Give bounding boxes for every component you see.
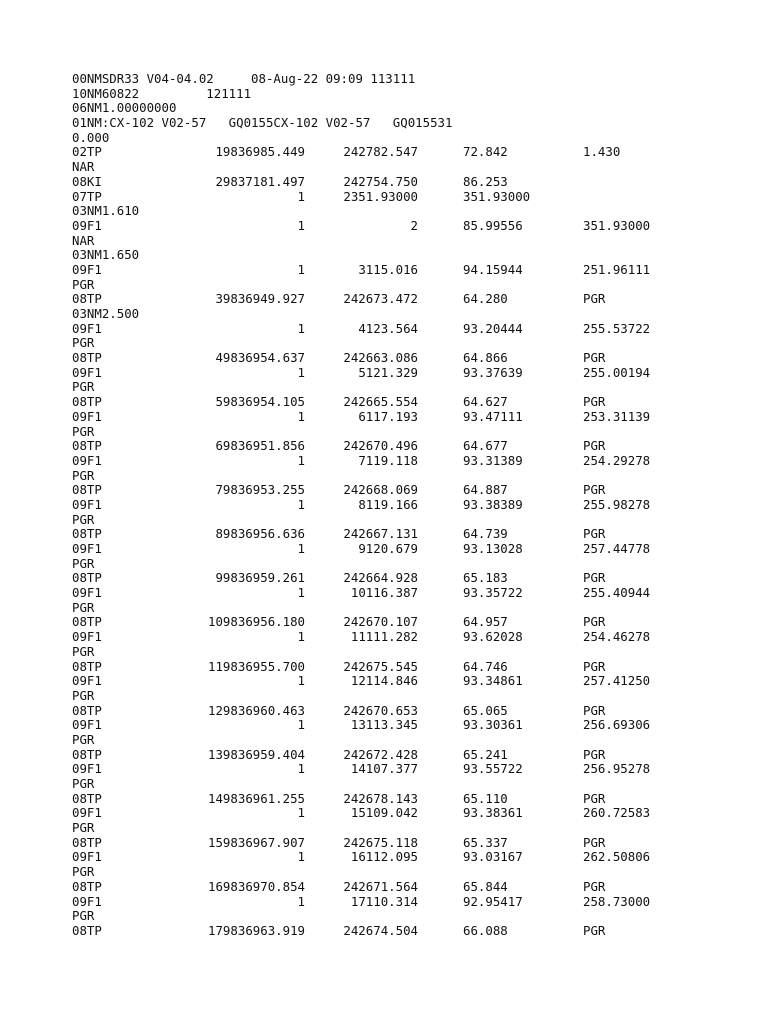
record-field-3: 64.866 (463, 350, 508, 366)
record-code: 08TP (72, 570, 102, 586)
header-line: 00NMSDR33 V04-04.02 08-Aug-22 09:09 113111 (72, 71, 416, 86)
record-field-1: 39836949.927 (215, 291, 305, 307)
record-field-2: 17110.314 (350, 893, 418, 909)
record-field-3: 85.99556 (463, 217, 523, 233)
record-row (72, 278, 672, 293)
record-row (72, 850, 672, 865)
record-field-3: 351.93000 (463, 188, 531, 204)
record-code: PGR (72, 467, 95, 483)
record-field-4: 260.72583 (583, 805, 651, 821)
record-code: 09F1 (72, 629, 102, 645)
record-field-3: 72.842 (463, 144, 508, 160)
record-row (72, 322, 672, 337)
record-code: NAR (72, 159, 95, 175)
record-field-3: 93.31389 (463, 452, 523, 468)
record-code: 08TP (72, 614, 102, 630)
record-row (72, 865, 672, 880)
record-field-2: 242678.143 (343, 790, 418, 806)
record-row (72, 425, 672, 440)
survey-data-document (72, 72, 672, 939)
record-row (72, 909, 672, 924)
record-row (72, 307, 672, 322)
record-field-1: 149836961.255 (208, 790, 305, 806)
record-field-4: PGR (583, 291, 606, 307)
record-field-1: 1 (297, 717, 305, 733)
record-field-3: 93.35722 (463, 585, 523, 601)
record-row (72, 762, 672, 777)
record-field-2: 242670.496 (343, 438, 418, 454)
record-code: 08TP (72, 438, 102, 454)
record-code: 09F1 (72, 452, 102, 468)
record-field-1: 169836970.854 (208, 878, 305, 894)
record-field-1: 59836954.105 (215, 394, 305, 410)
record-field-1: 49836954.637 (215, 350, 305, 366)
record-row (72, 630, 672, 645)
record-field-3: 64.627 (463, 394, 508, 410)
record-row (72, 733, 672, 748)
header-line: 06NM1.00000000 (72, 100, 177, 116)
record-row (72, 366, 672, 381)
record-field-3: 66.088 (463, 922, 508, 938)
record-field-2: 7119.118 (358, 452, 418, 468)
record-field-3: 64.746 (463, 658, 508, 674)
record-row (72, 292, 672, 307)
record-field-3: 93.38361 (463, 805, 523, 821)
record-field-4: 253.31139 (583, 408, 651, 424)
record-code: 09F1 (72, 805, 102, 821)
record-row (72, 483, 672, 498)
record-field-3: 93.20444 (463, 320, 523, 336)
record-field-2: 242754.750 (343, 173, 418, 189)
record-field-1: 1 (297, 541, 305, 556)
record-field-4: PGR (583, 878, 606, 894)
record-code: PGR (72, 555, 95, 571)
record-row (72, 880, 672, 895)
record-field-1: 69836951.856 (215, 438, 305, 454)
record-field-2: 14107.377 (350, 761, 418, 777)
record-field-3: 65.183 (463, 570, 508, 586)
record-code: PGR (72, 731, 95, 747)
record-field-3: 93.62028 (463, 629, 523, 645)
record-code: PGR (72, 776, 95, 791)
survey-records (72, 145, 672, 938)
record-field-4: 257.41250 (583, 673, 651, 689)
record-field-1: 1 (297, 805, 305, 821)
record-field-2: 2351.93000 (343, 188, 418, 204)
record-field-1: 1 (297, 364, 305, 380)
record-field-4: PGR (583, 394, 606, 410)
record-code: 09F1 (72, 217, 102, 233)
record-field-4: 255.98278 (583, 496, 651, 512)
record-row (72, 601, 672, 616)
record-code: 09F1 (72, 364, 102, 380)
record-code: 03NM1.650 (72, 247, 140, 263)
record-field-2: 242673.472 (343, 291, 418, 307)
record-field-1: 29837181.497 (215, 173, 305, 189)
record-field-2: 9120.679 (358, 541, 418, 556)
record-row (72, 895, 672, 910)
record-field-4: 258.73000 (583, 893, 651, 909)
record-field-1: 99836959.261 (215, 570, 305, 586)
record-code: 09F1 (72, 761, 102, 777)
record-row (72, 571, 672, 586)
record-field-2: 11111.282 (350, 629, 418, 645)
record-row (72, 498, 672, 513)
record-field-2: 242674.504 (343, 922, 418, 938)
record-code: PGR (72, 379, 95, 395)
record-code: 08TP (72, 482, 102, 498)
record-field-3: 64.887 (463, 482, 508, 498)
record-row (72, 924, 672, 939)
record-field-4: 257.44778 (583, 541, 651, 556)
record-field-2: 15109.042 (350, 805, 418, 821)
record-code: PGR (72, 820, 95, 836)
record-code: 08TP (72, 702, 102, 718)
record-field-3: 93.13028 (463, 541, 523, 556)
record-code: 09F1 (72, 585, 102, 601)
record-code: PGR (72, 276, 95, 292)
record-field-3: 92.95417 (463, 893, 523, 909)
record-field-1: 79836953.255 (215, 482, 305, 498)
record-field-3: 93.03167 (463, 849, 523, 865)
record-code: PGR (72, 908, 95, 924)
record-field-4: 256.69306 (583, 717, 651, 733)
record-row (72, 777, 672, 792)
record-code: PGR (72, 599, 95, 615)
record-field-1: 1 (297, 761, 305, 777)
record-field-4: PGR (583, 482, 606, 498)
record-field-2: 16112.095 (350, 849, 418, 865)
record-code: 09F1 (72, 496, 102, 512)
record-field-2: 13113.345 (350, 717, 418, 733)
record-code: 09F1 (72, 673, 102, 689)
record-row (72, 248, 672, 263)
record-field-2: 242672.428 (343, 746, 418, 762)
record-field-2: 242663.086 (343, 350, 418, 366)
record-field-1: 19836985.449 (215, 144, 305, 160)
record-field-1: 1 (297, 893, 305, 909)
record-field-4: PGR (583, 790, 606, 806)
record-row (72, 513, 672, 528)
record-field-3: 86.253 (463, 173, 508, 189)
record-field-1: 129836960.463 (208, 702, 305, 718)
record-row (72, 469, 672, 484)
record-code: 08KI (72, 173, 102, 189)
record-code: 08TP (72, 526, 102, 542)
record-code: 03NM2.500 (72, 306, 140, 321)
record-field-2: 242667.131 (343, 526, 418, 542)
record-field-1: 1 (297, 188, 305, 204)
record-row (72, 660, 672, 675)
record-field-1: 1 (297, 673, 305, 689)
record-code: 09F1 (72, 849, 102, 865)
record-field-3: 93.47111 (463, 408, 523, 424)
record-field-2: 242675.545 (343, 658, 418, 674)
record-row (72, 263, 672, 278)
record-code: 09F1 (72, 408, 102, 424)
record-field-3: 65.065 (463, 702, 508, 718)
record-row (72, 748, 672, 763)
record-field-4: PGR (583, 438, 606, 454)
record-field-4: 262.50806 (583, 849, 651, 865)
header-line: 0.000 (72, 129, 110, 145)
record-code: 08TP (72, 350, 102, 366)
record-row (72, 557, 672, 572)
record-field-4: 255.00194 (583, 364, 651, 380)
record-field-3: 94.15944 (463, 261, 523, 277)
header-line: 01NM:CX-102 V02-57 GQ0155CX-102 V02-57 GQ015531 (72, 115, 453, 131)
record-code: PGR (72, 423, 95, 439)
record-field-2: 242668.069 (343, 482, 418, 498)
record-code: PGR (72, 687, 95, 703)
record-code: PGR (72, 511, 95, 527)
record-field-2: 242664.928 (343, 570, 418, 586)
record-code: 08TP (72, 658, 102, 674)
record-field-4: 254.46278 (583, 629, 651, 645)
record-field-1: 1 (297, 217, 305, 233)
record-field-3: 64.957 (463, 614, 508, 630)
record-field-3: 65.110 (463, 790, 508, 806)
record-field-2: 2 (410, 217, 418, 233)
record-row (72, 160, 672, 175)
record-code: 09F1 (72, 541, 102, 556)
record-field-1: 1 (297, 452, 305, 468)
record-field-3: 93.38389 (463, 496, 523, 512)
record-code: 07TP (72, 188, 102, 204)
record-row (72, 395, 672, 410)
record-row (72, 219, 672, 234)
record-field-4: PGR (583, 350, 606, 366)
record-field-3: 93.55722 (463, 761, 523, 777)
record-field-4: 251.96111 (583, 261, 651, 277)
record-row (72, 689, 672, 704)
record-code: 08TP (72, 291, 102, 307)
record-field-1: 1 (297, 320, 305, 336)
record-field-1: 1 (297, 849, 305, 865)
record-field-1: 1 (297, 585, 305, 601)
record-code: 09F1 (72, 717, 102, 733)
record-field-4: 255.40944 (583, 585, 651, 601)
record-code: 08TP (72, 878, 102, 894)
record-field-2: 8119.166 (358, 496, 418, 512)
record-field-4: 254.29278 (583, 452, 651, 468)
record-field-4: 255.53722 (583, 320, 651, 336)
record-field-4: PGR (583, 746, 606, 762)
record-row (72, 380, 672, 395)
record-field-2: 242782.547 (343, 144, 418, 160)
record-field-3: 64.677 (463, 438, 508, 454)
record-row (72, 439, 672, 454)
record-field-3: 93.30361 (463, 717, 523, 733)
record-row (72, 792, 672, 807)
record-code: 08TP (72, 394, 102, 410)
record-field-3: 64.280 (463, 291, 508, 307)
record-row (72, 336, 672, 351)
record-code: 08TP (72, 834, 102, 850)
record-field-4: 1.430 (583, 144, 621, 160)
record-row (72, 351, 672, 366)
record-code: 09F1 (72, 893, 102, 909)
record-row (72, 821, 672, 836)
record-field-1: 119836955.700 (208, 658, 305, 674)
header-line: 10NM60822 121111 (72, 85, 252, 101)
record-code: 08TP (72, 746, 102, 762)
record-field-1: 89836956.636 (215, 526, 305, 542)
record-field-2: 3115.016 (358, 261, 418, 277)
record-field-2: 242671.564 (343, 878, 418, 894)
record-field-1: 1 (297, 408, 305, 424)
record-code: 09F1 (72, 320, 102, 336)
record-code: 09F1 (72, 261, 102, 277)
record-field-4: 351.93000 (583, 217, 651, 233)
record-field-3: 93.34861 (463, 673, 523, 689)
record-field-1: 1 (297, 261, 305, 277)
record-row (72, 836, 672, 851)
record-field-1: 139836959.404 (208, 746, 305, 762)
record-field-1: 1 (297, 629, 305, 645)
record-field-4: PGR (583, 570, 606, 586)
record-field-2: 12114.846 (350, 673, 418, 689)
file-header (72, 72, 672, 145)
record-field-4: PGR (583, 834, 606, 850)
record-row (72, 454, 672, 469)
record-code: PGR (72, 864, 95, 880)
record-row (72, 645, 672, 660)
record-row (72, 527, 672, 542)
record-row (72, 234, 672, 249)
record-code: 08TP (72, 922, 102, 938)
record-field-4: PGR (583, 526, 606, 542)
record-code: 03NM1.610 (72, 203, 140, 219)
record-field-4: PGR (583, 614, 606, 630)
record-field-4: PGR (583, 702, 606, 718)
record-row (72, 586, 672, 601)
record-field-2: 242675.118 (343, 834, 418, 850)
record-row (72, 674, 672, 689)
record-field-1: 109836956.180 (208, 614, 305, 630)
record-field-2: 10116.387 (350, 585, 418, 601)
record-row (72, 145, 672, 160)
record-row (72, 190, 672, 205)
record-field-1: 179836963.919 (208, 922, 305, 938)
record-field-3: 64.739 (463, 526, 508, 542)
record-field-2: 4123.564 (358, 320, 418, 336)
record-code: 02TP (72, 144, 102, 160)
record-row (72, 704, 672, 719)
record-row (72, 806, 672, 821)
record-field-1: 1 (297, 496, 305, 512)
record-field-1: 159836967.907 (208, 834, 305, 850)
record-row (72, 175, 672, 190)
record-field-3: 93.37639 (463, 364, 523, 380)
record-field-2: 242670.107 (343, 614, 418, 630)
record-row (72, 615, 672, 630)
record-code: PGR (72, 335, 95, 351)
record-field-4: 256.95278 (583, 761, 651, 777)
record-code: 08TP (72, 790, 102, 806)
record-field-3: 65.241 (463, 746, 508, 762)
record-row (72, 718, 672, 733)
record-row (72, 542, 672, 557)
record-field-2: 5121.329 (358, 364, 418, 380)
record-field-4: PGR (583, 922, 606, 938)
record-field-4: PGR (583, 658, 606, 674)
record-row (72, 204, 672, 219)
record-code: PGR (72, 643, 95, 659)
record-field-2: 6117.193 (358, 408, 418, 424)
record-field-3: 65.337 (463, 834, 508, 850)
record-field-2: 242665.554 (343, 394, 418, 410)
record-code: NAR (72, 232, 95, 248)
record-row (72, 410, 672, 425)
record-field-2: 242670.653 (343, 702, 418, 718)
record-field-3: 65.844 (463, 878, 508, 894)
